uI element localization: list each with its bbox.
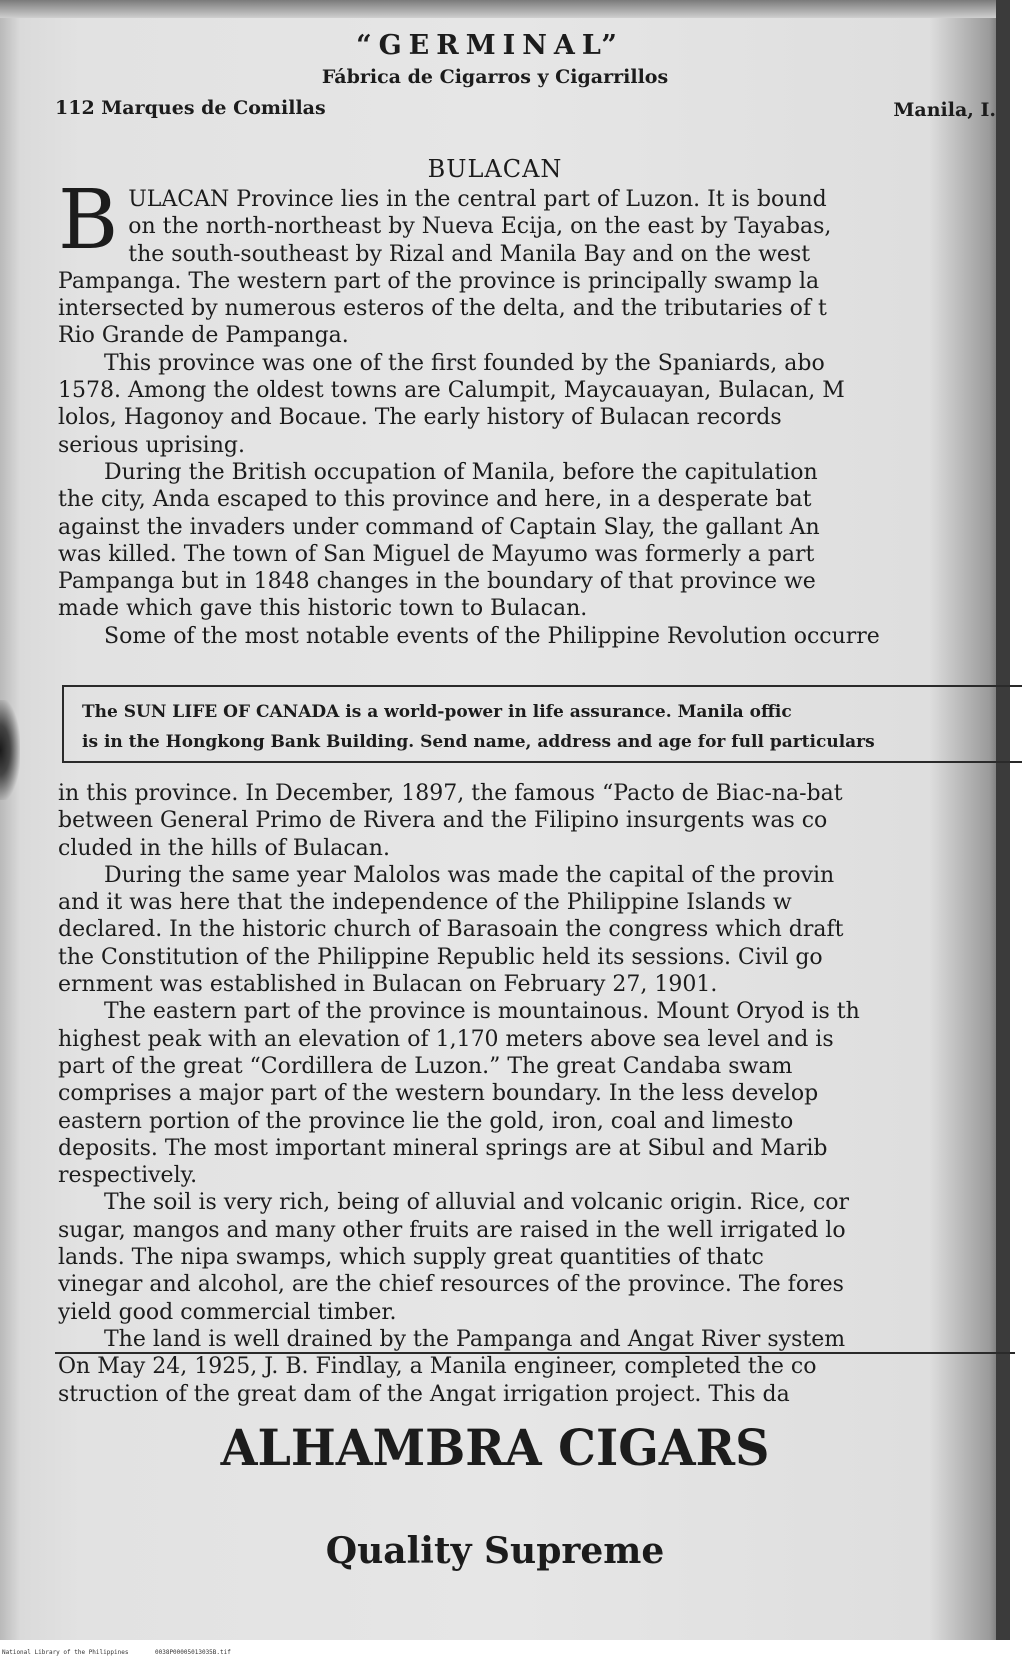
article-line: in this province. In December, 1897, the famous “Pacto de Biac-na-bat xyxy=(58,781,843,806)
footer-strip xyxy=(0,1640,1022,1658)
article-line: The land is well drained by the Pampanga and Angat River system xyxy=(104,1326,846,1352)
sun-life-ad-line: is in the Hongkong Bank Building. Send name, address and age for full particulars xyxy=(82,732,875,752)
sun-life-ad-line: The SUN LIFE OF CANADA is a world-power in life assurance. Manila offic xyxy=(82,702,792,722)
brand-address: 112 Marques de Comillas xyxy=(55,97,326,119)
article-line: eastern portion of the province lie the gold, iron, coal and limesto xyxy=(58,1108,794,1134)
article-line: Some of the most notable events of the Philippine Revolution occurre xyxy=(104,623,880,649)
article-line: deposits. The most important mineral springs are at Sibul and Marib xyxy=(58,1135,828,1161)
article-line: vinegar and alcohol, are the chief resources of the province. The fores xyxy=(58,1272,844,1298)
scan-top-edge xyxy=(0,0,1010,18)
article-line: was killed. The town of San Miguel de Mayumo was formerly a part xyxy=(58,541,815,567)
scan-hole-shadow xyxy=(0,700,20,800)
article-line: lolos, Hagonoy and Bocaue. The early history of Bulacan records xyxy=(58,405,782,431)
brand-title: “GERMINAL” xyxy=(356,30,624,61)
article-line: Pampanga but in 1848 changes in the boundary of that province we xyxy=(58,569,816,595)
article-line: cluded in the hills of Bulacan. xyxy=(58,835,390,861)
article-line: on the north-northeast by Nueva Ecija, on the east by Tayabas, xyxy=(128,214,832,240)
article-line: comprises a major part of the western boundary. In the less develop xyxy=(58,1081,819,1107)
article-line: During the British occupation of Manila, before the capitulation xyxy=(104,459,818,485)
article-line: the city, Anda escaped to this province and here, in a desperate bat xyxy=(58,487,812,513)
article-body-bottom xyxy=(58,780,1008,1407)
footer-file-id: 0038P00005013035B.tif xyxy=(155,1649,231,1656)
article-line: highest peak with an elevation of 1,170 meters above sea level and is xyxy=(58,1026,834,1052)
article-line: lands. The nipa swamps, which supply great quantities of thatc xyxy=(58,1245,764,1271)
article-line: On May 24, 1925, J. B. Findlay, a Manila engineer, completed the co xyxy=(58,1354,817,1380)
cigars-ad-headline: ALHAMBRA CIGARS xyxy=(220,1418,770,1477)
article-line: ernment was established in Bulacan on February 27, 1901. xyxy=(58,972,718,998)
article-line: ULACAN Province lies in the central part of Luzon. It is bound xyxy=(128,187,827,212)
article-line: This province was one of the first founded by the Spaniards, abo xyxy=(104,350,825,376)
footer-source: National Library of the Philippines xyxy=(2,1649,129,1656)
article-line: 1578. Among the oldest towns are Calumpit, Maycauayan, Bulacan, M xyxy=(58,378,845,404)
cigars-ad-tagline: Quality Supreme xyxy=(325,1530,665,1572)
article-line: respectively. xyxy=(58,1163,198,1189)
article-line: made which gave this historic town to Bulacan. xyxy=(58,596,588,622)
drop-cap: B xyxy=(58,173,119,268)
article-line: the Constitution of the Philippine Republic held its sessions. Civil go xyxy=(58,944,823,970)
article-body-top xyxy=(58,173,1008,666)
brand-city: Manila, I. xyxy=(893,99,996,121)
sun-life-ad xyxy=(62,685,1022,763)
article-line: sugar, mangos and many other fruits are raised in the well irrigated lo xyxy=(58,1217,846,1243)
article-line: The eastern part of the province is mountainous. Mount Oryod is th xyxy=(104,999,860,1025)
article-line: the south-southeast by Rizal and Manila Bay and on the west xyxy=(128,241,811,267)
article-line xyxy=(58,295,1008,322)
article-line: Pampanga. The western part of the province is principally swamp la xyxy=(58,268,820,294)
article-line: The soil is very rich, being of alluvial and volcanic origin. Rice, cor xyxy=(104,1190,850,1216)
article-line: struction of the great dam of the Angat irrigation project. This da xyxy=(58,1381,790,1407)
article-line: declared. In the historic church of Barasoain the congress which draft xyxy=(58,917,844,943)
article-line-text: intersected by numerous esteros of the delta, and the tributaries of t xyxy=(58,296,827,322)
article-line: serious uprising. xyxy=(58,432,245,458)
article-title: BULACAN xyxy=(427,155,563,183)
article-line: yield good commercial timber. xyxy=(58,1299,397,1325)
brand-subtitle: Fábrica de Cigarros y Cigarrillos xyxy=(321,66,669,88)
article-line: between General Primo de Rivera and the Filipino insurgents was co xyxy=(58,808,828,834)
article-line: Rio Grande de Pampanga. xyxy=(58,323,349,349)
article-line: and it was here that the independence of the Philippine Islands w xyxy=(58,890,792,916)
article-line: part of the great “Cordillera de Luzon.” The great Candaba swam xyxy=(58,1053,793,1079)
article-line: During the same year Malolos was made the capital of the provin xyxy=(104,862,835,888)
bottom-rule xyxy=(55,1352,1015,1354)
article-line: against the invaders under command of Captain Slay, the gallant An xyxy=(58,514,820,540)
